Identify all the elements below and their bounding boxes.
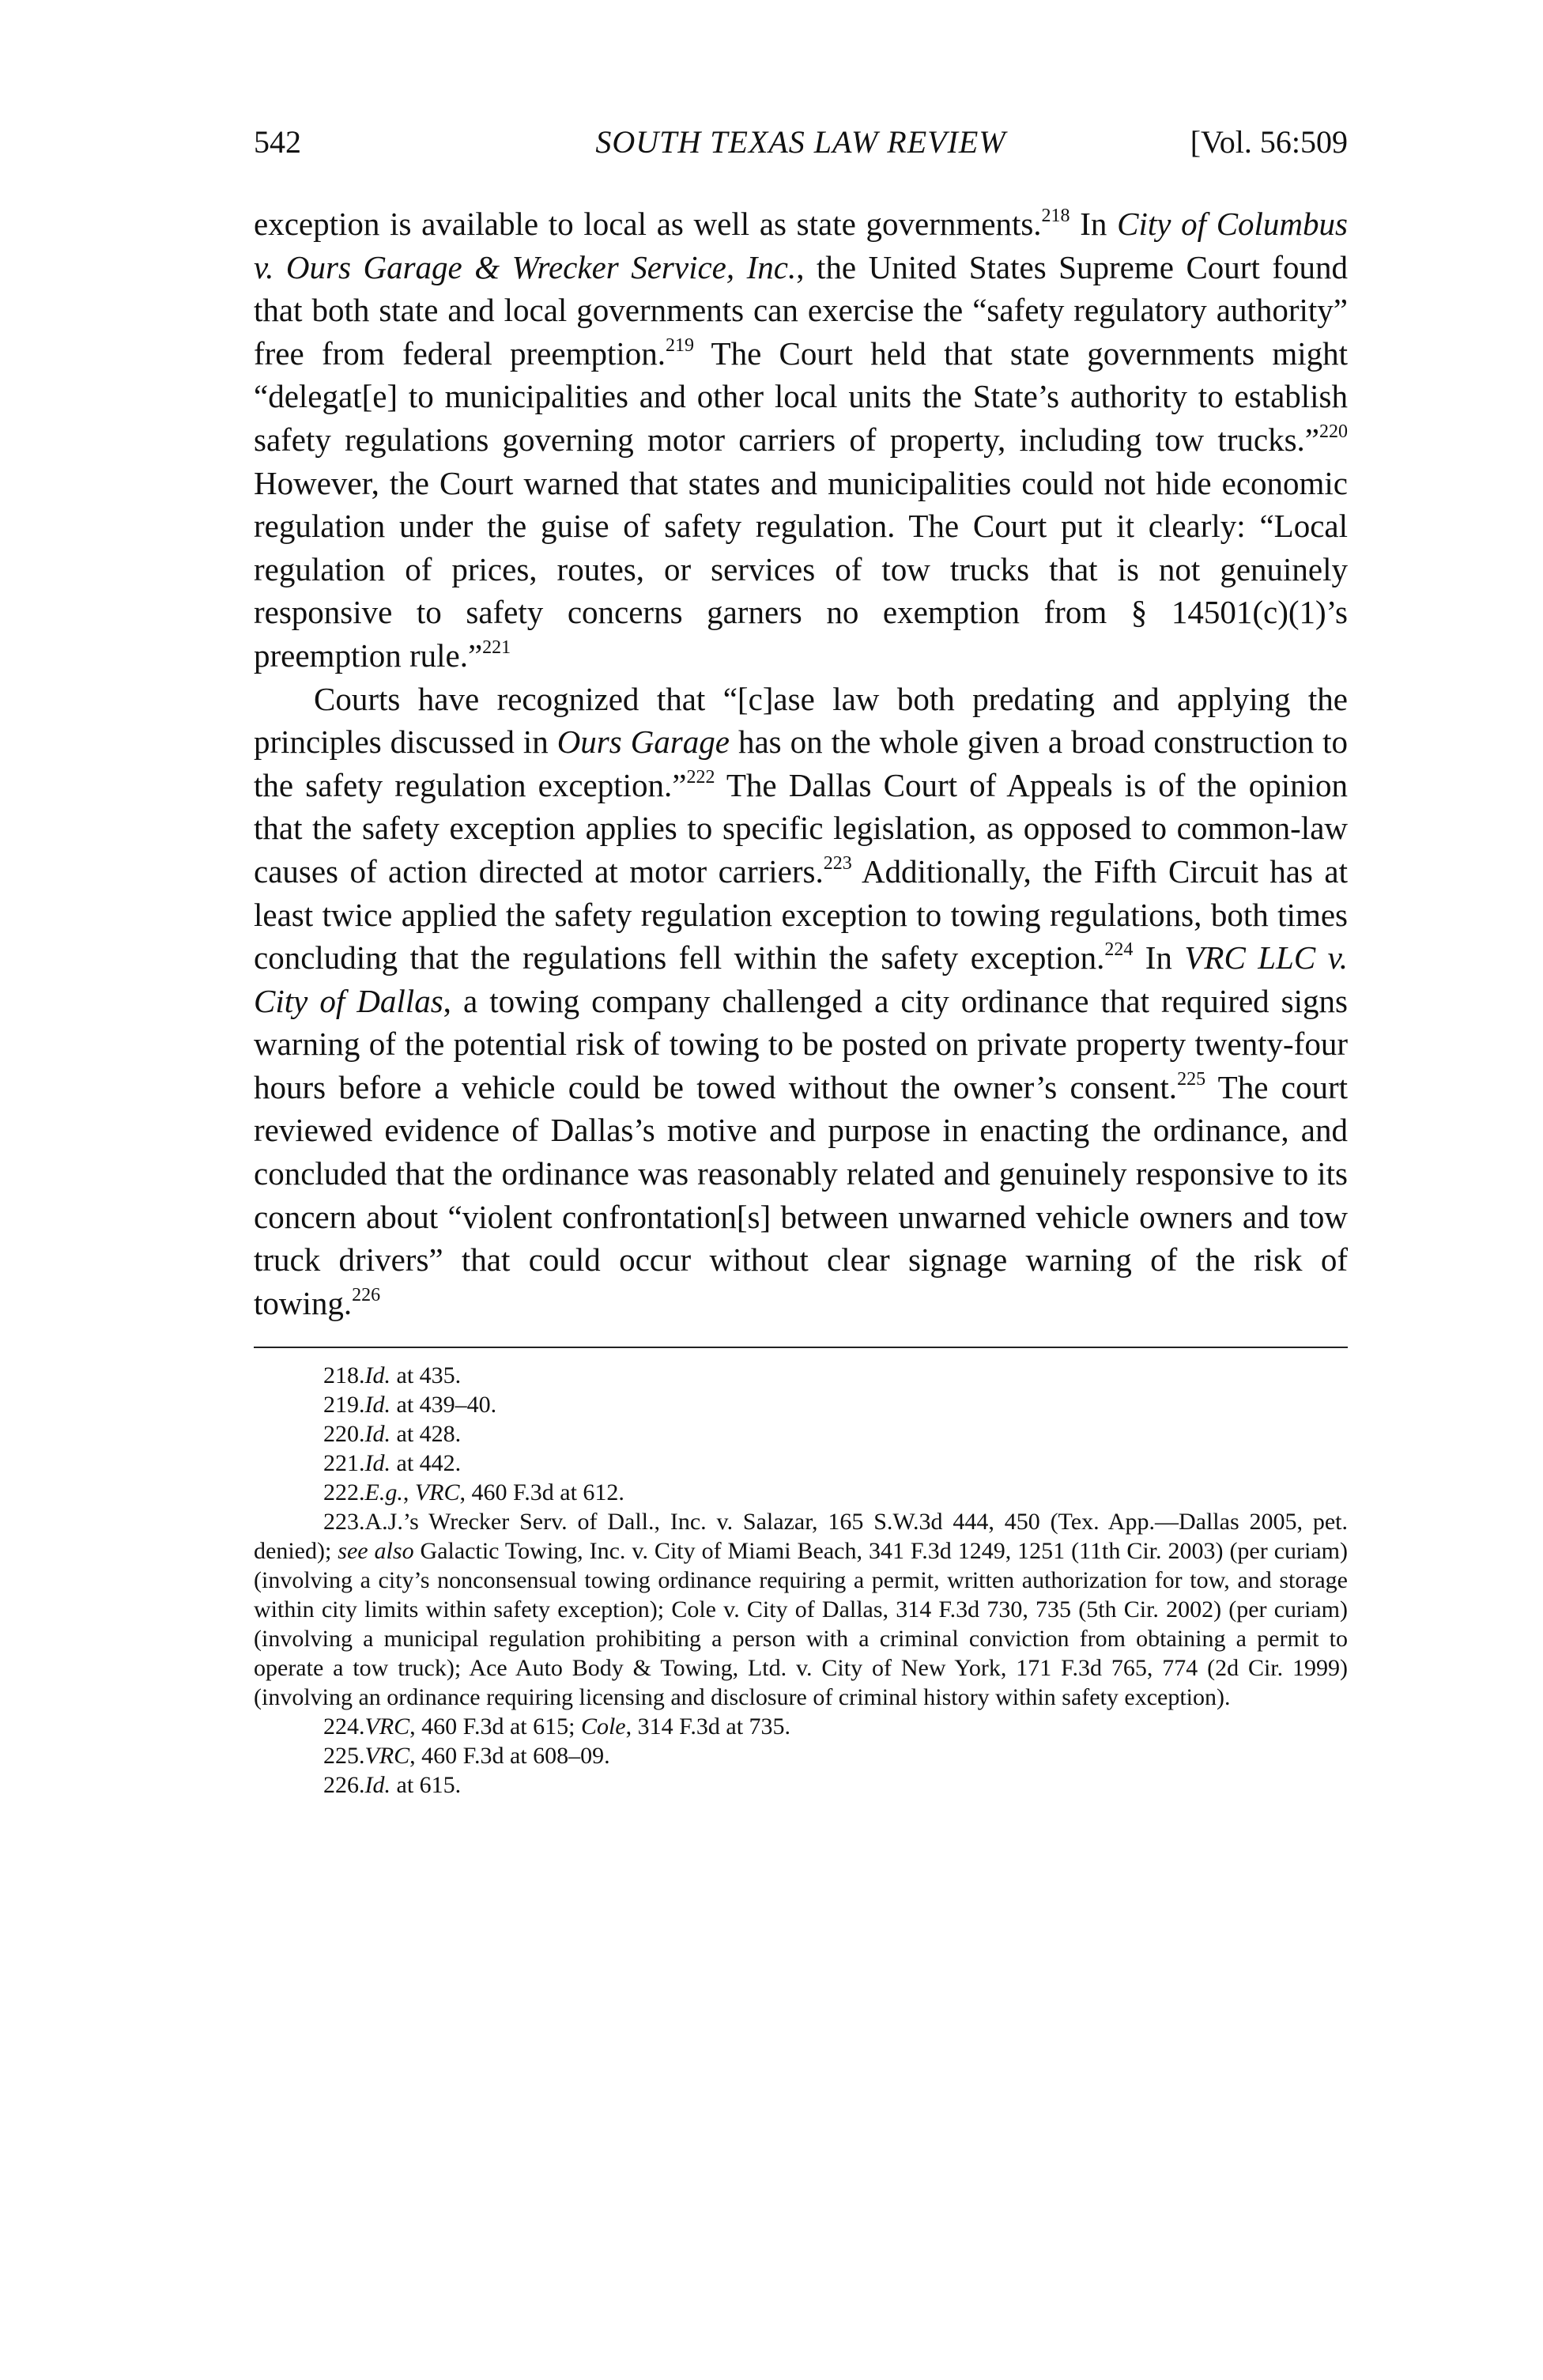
footnote-text: Galactic Towing, Inc. v. City of Miami Beach, 341 F.3d 1249, 1251 (11th Cir. 2003) (per curiam) (involving a city’s nonconsensual towing ordinance requiring a permit, written authorization for tow, and storage within city limits within safety exception); Cole v. City of Dallas, 314 F.3d 730, 735 (5th Cir. 2002) (per curiam) (involving a municipal regulation prohibiting a person with a criminal conviction from obtaining a permit to operate a tow truck); Ace Auto Body & Towing, Ltd. v. City of New York, 171 F.3d 765, 774 (2d Cir. 1999) (involving an ordinance requiring licensing and disclosure of criminal history within safety exception).: [254, 1538, 1348, 1711]
footnotes: [254, 1361, 1348, 1800]
footnote-221: [254, 1449, 1348, 1478]
body-text: [254, 202, 1348, 1324]
footnote-ref-221[interactable]: 221: [482, 637, 511, 658]
paragraph-text: exception is available to local as well as state governments.: [254, 206, 1042, 242]
footnote-ref-225[interactable]: 225: [1177, 1068, 1206, 1090]
footnote-222: [254, 1478, 1348, 1507]
footnote-number: 221.: [323, 1450, 365, 1477]
footnote-signal: E.g.: [364, 1479, 403, 1506]
footnote-text: , 460 F.3d at 608–09.: [409, 1743, 610, 1770]
page-number: 542: [254, 124, 301, 160]
case-name: Ours Garage: [556, 723, 730, 761]
case-short-name: VRC: [414, 1479, 460, 1506]
paragraph-text: , the United States Supreme Court found that both state and local governments can exercise the “safety regulatory authority” free from federal preemption.: [254, 248, 1349, 372]
footnote-text: ,: [402, 1479, 415, 1506]
paragraph-text: , a towing company challenged a city ordinance that required signs warning of the potential risk of towing to be posted on private property twenty-four hours before a vehicle could be towed without the owner’s consent.: [254, 982, 1348, 1105]
footnote-signal: Id.: [364, 1450, 390, 1477]
footnote-signal: Id.: [364, 1392, 390, 1419]
paragraph-1: [254, 202, 1348, 678]
footnote-signal: Id.: [364, 1421, 390, 1448]
paragraph-2: [254, 678, 1348, 1325]
footnote-signal: Id.: [364, 1772, 390, 1799]
footnote-text: , 460 F.3d at 612.: [459, 1479, 624, 1506]
paragraph-text: The court reviewed evidence of Dallas’s motive and purpose in enacting the ordinance, and concluded that the ordinance was reasonably related and genuinely responsive to its concern about “violent confrontation[s] between unwarned vehicle owners and tow truck drivers” that could occur without clear signage warning of the risk of towing.: [254, 1068, 1349, 1321]
page: [254, 119, 1348, 1800]
footnote-219: [254, 1390, 1348, 1419]
footnote-number: 226.: [323, 1772, 365, 1799]
footnote-226: [254, 1770, 1348, 1800]
case-name: VRC LLC v. City of Dallas: [254, 939, 1349, 1019]
case-short-name: VRC: [364, 1743, 410, 1770]
footnote-number: 223.: [323, 1509, 365, 1536]
footnote-number: 224.: [323, 1713, 365, 1740]
footnote-text: at 435.: [390, 1362, 462, 1389]
footnote-223: [254, 1507, 1348, 1712]
footnote-text: , 314 F.3d at 735.: [625, 1713, 791, 1740]
footnote-ref-223[interactable]: 223: [823, 852, 852, 874]
journal-title: SOUTH TEXAS LAW REVIEW: [595, 124, 1006, 160]
footnote-number: 219.: [323, 1392, 365, 1419]
footnote-number: 218.: [323, 1362, 365, 1389]
paragraph-text: has on the whole given a broad construction to the safety regulation exception.”: [254, 723, 1348, 803]
paragraph-text: In: [1070, 206, 1118, 242]
paragraph-text: The Dallas Court of Appeals is of the opinion that the safety exception applies to specific legislation, as opposed to common-law causes of action directed at motor carriers.: [254, 766, 1349, 890]
case-short-name: VRC: [364, 1713, 410, 1740]
footnote-text: at 439–40.: [390, 1392, 497, 1419]
paragraph-text: Courts have recognized that “[c]ase law both predating and applying the principles discussed in: [254, 680, 1348, 761]
footnote-224: [254, 1712, 1348, 1741]
footnote-ref-226[interactable]: 226: [352, 1284, 381, 1305]
footnote-220: [254, 1419, 1348, 1449]
footnote-text: A.J.’s Wrecker Serv. of Dall., Inc. v. Salazar, 165 S.W.3d 444, 450 (Tex. App.—Dallas 2005, pet. denied);: [254, 1509, 1348, 1565]
footnote-text: at 442.: [390, 1450, 462, 1477]
paragraph-text: The Court held that state governments might “delegat[e] to municipalities and other local units the State’s authority to establish safety regulations governing motor carriers of property, including tow trucks.”: [254, 334, 1348, 458]
footnote-divider: [254, 1347, 1348, 1348]
footnote-ref-218[interactable]: 218: [1041, 206, 1070, 226]
footnote-text: , 460 F.3d at 615;: [409, 1713, 581, 1740]
footnote-signal: see also: [338, 1538, 414, 1565]
case-short-name: Cole: [580, 1713, 626, 1740]
footnote-signal: Id.: [364, 1362, 390, 1389]
paragraph-text: However, the Court warned that states and municipalities could not hide economic regulation under the guise of safety regulation. The Court put it clearly: “Local regulation of prices, routes, or services of tow trucks that is not genuinely responsive to safety concerns garners no exemption from § 14501(c)(1)’s preemption rule.”: [254, 464, 1348, 674]
footnote-ref-222[interactable]: 222: [686, 766, 715, 788]
footnote-225: [254, 1741, 1348, 1770]
paragraph-text: In: [1133, 939, 1185, 977]
footnote-text: at 615.: [390, 1772, 462, 1799]
footnote-text: at 428.: [390, 1421, 462, 1448]
footnote-ref-224[interactable]: 224: [1104, 939, 1134, 961]
footnote-ref-219[interactable]: 219: [666, 334, 694, 356]
footnote-ref-220[interactable]: 220: [1319, 421, 1348, 442]
footnote-number: 225.: [323, 1743, 365, 1770]
footnote-number: 220.: [323, 1421, 365, 1448]
volume-citation: [Vol. 56:509: [1190, 124, 1348, 160]
footnote-218: [254, 1361, 1348, 1390]
running-head: [254, 119, 1348, 166]
footnote-number: 222.: [323, 1479, 365, 1506]
paragraph-text: Additionally, the Fifth Circuit has at least twice applied the safety regulation exception to towing regulations, both times concluding that the regulations fell within the safety exception.: [254, 852, 1348, 977]
case-name: City of Columbus v. Ours Garage & Wrecker Service, Inc.: [254, 206, 1348, 285]
